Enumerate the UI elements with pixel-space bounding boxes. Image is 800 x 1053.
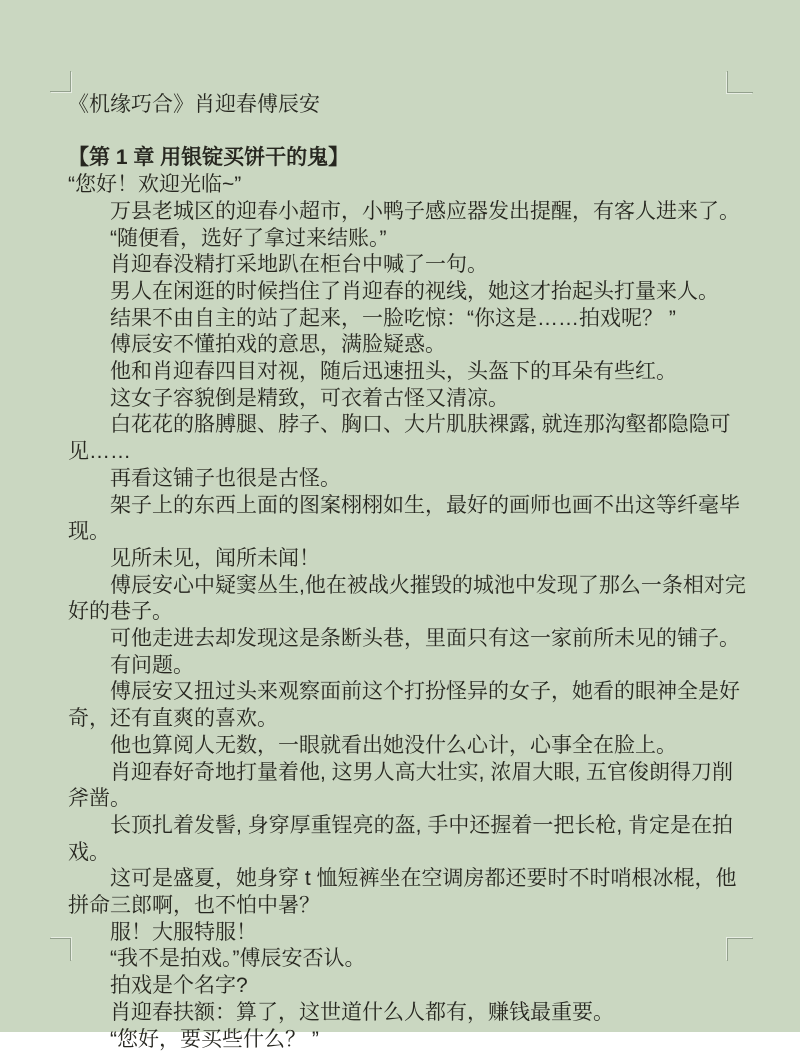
paragraph: 他和肖迎春四目对视，随后迅速扭头，头盔下的耳朵有些红。 <box>110 360 677 384</box>
paragraph: 这女子容貌倒是精致，可衣着古怪又清凉。 <box>110 386 509 410</box>
paragraph: 傅辰安不懂拍戏的意思，满脸疑惑。 <box>110 333 446 357</box>
paragraph: “您好！欢迎光临~” <box>68 173 242 197</box>
paragraph: 再看这铺子也很是古怪。 <box>110 466 341 490</box>
paragraph: “您好，要买些什么？ ” <box>110 1027 319 1051</box>
paragraph: 有问题。 <box>110 653 194 677</box>
paragraph: 长顶扎着发髻, 身穿厚重锃亮的盔, 手中还握着一把长枪, 肯定是在拍戏。 <box>68 813 734 864</box>
paragraph: 服！大服特服！ <box>110 920 257 944</box>
paragraph: 这可是盛夏，她身穿 t 恤短裤坐在空调房都还要时不时哨根冰棍，他拼命三郎啊，也不怕中暑？ <box>68 867 737 918</box>
paragraph: 他也算阅人无数，一眼就看出她没什么心计，心事全在脸上。 <box>110 733 677 757</box>
paragraph: 男人在闲逛的时候挡住了肖迎春的视线，她这才抬起头打量来人。 <box>110 279 719 303</box>
blank-line <box>68 119 746 146</box>
margin-crop-mark-top-left <box>50 71 71 92</box>
paragraph: 傅辰安心中疑窦丛生,他在被战火摧毁的城池中发现了那么一条相对完好的巷子。 <box>68 573 746 624</box>
paragraph: 肖迎春好奇地打量着他, 这男人高大壮实, 浓眉大眼, 五官俊朗得刀削斧凿。 <box>68 760 734 811</box>
paragraph: 见所未见，闻所未闻！ <box>110 546 320 570</box>
paragraph: “随便看，选好了拿过来结账。” <box>110 226 387 250</box>
paragraph: 结果不由自主的站了起来，一脸吃惊：“你这是……拍戏呢？ ” <box>110 306 676 330</box>
paragraph: 拍戏是个名字? <box>110 974 248 998</box>
paragraph: 架子上的东西上面的图案栩栩如生，最好的画师也画不出这等纤毫毕现。 <box>68 493 740 544</box>
paragraph: 可他走进去却发现这是条断头巷，里面只有这一家前所未见的铺子。 <box>110 627 740 651</box>
document-text-block <box>68 92 746 1053</box>
chapter-heading: 【第 1 章 用银锭买饼干的鬼】 <box>68 146 350 170</box>
paragraph: 万县老城区的迎春小超市，小鸭子感应器发出提醒，有客人进来了。 <box>110 199 740 223</box>
paragraph: 肖迎春扶额：算了，这世道什么人都有，赚钱最重要。 <box>110 1000 614 1024</box>
paragraph: “我不是拍戏。”傅辰安否认。 <box>110 947 366 971</box>
book-title: 《机缘巧合》肖迎春傅辰安 <box>68 93 320 116</box>
margin-crop-mark-top-right <box>727 71 753 93</box>
paragraph: 白花花的胳膊腿、脖子、胸口、大片肌肤裸露, 就连那沟壑都隐隐可见…… <box>68 413 731 464</box>
paragraph-list <box>68 172 746 1053</box>
paragraph: 肖迎春没精打采地趴在柜台中喊了一句。 <box>110 253 488 277</box>
paragraph: 傅辰安又扭过头来观察面前这个打扮怪异的女子，她看的眼神全是好奇，还有直爽的喜欢。 <box>68 680 740 731</box>
